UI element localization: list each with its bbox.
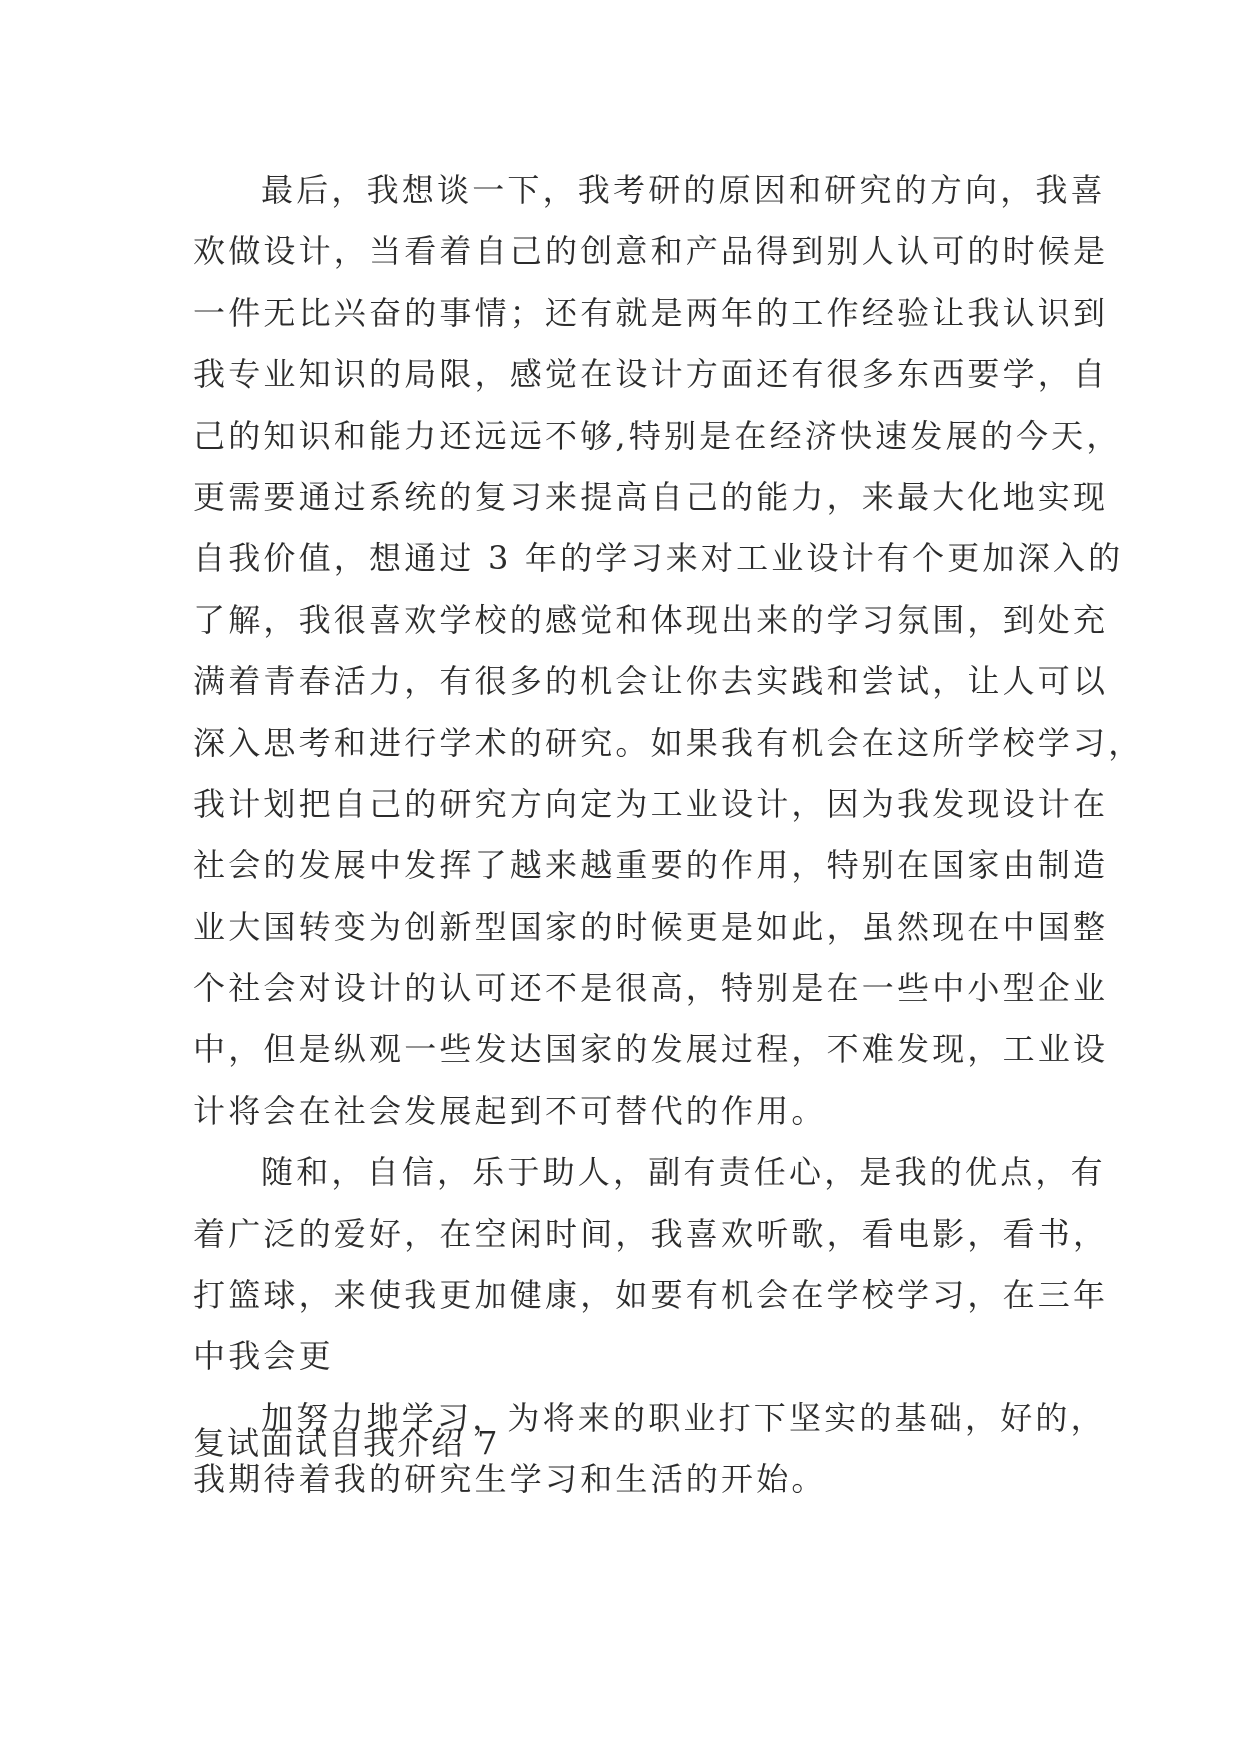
paragraph-line: 我期待着我的研究生学习和生活的开始。 bbox=[193, 1460, 827, 1499]
paragraph-line: 中我会更 bbox=[193, 1337, 334, 1376]
paragraph-line: 最后，我想谈一下，我考研的原因和研究的方向，我喜 bbox=[261, 171, 1106, 209]
paragraph-line: 个社会对设计的认可还不是很高，特别是在一些中小型企业 bbox=[193, 969, 1109, 1008]
paragraph-line: 业大国转变为创新型国家的时候更是如此，虽然现在中国整 bbox=[193, 907, 1109, 946]
paragraph-line: 随和，自信，乐于助人，副有责任心，是我的优点，有 bbox=[261, 1153, 1106, 1192]
paragraph-line: 加努力地学习，为将来的职业打下坚实的基础，好的， bbox=[261, 1398, 1106, 1437]
paragraph-1 bbox=[193, 160, 1144, 1142]
paragraph-line: 一件无比兴奋的事情；还有就是两年的工作经验让我认识到 bbox=[193, 293, 1109, 332]
paragraph-line: 深入思考和进行学术的研究。如果我有机会在这所学校学习， bbox=[193, 723, 1144, 762]
section-heading: 复试面试自我介绍 7 bbox=[193, 1424, 500, 1462]
document-body bbox=[193, 160, 1144, 1511]
paragraph-line: 己的知识和能力还远远不够,特别是在经济快速发展的今天， bbox=[193, 416, 1122, 455]
paragraph-line: 自我价值，想通过 3 年的学习来对工业设计有个更加深入的 bbox=[193, 539, 1124, 578]
paragraph-line: 了解，我很喜欢学校的感觉和体现出来的学习氛围，到处充 bbox=[193, 600, 1109, 639]
paragraph-line: 更需要通过系统的复习来提高自己的能力，来最大化地实现 bbox=[193, 477, 1109, 516]
paragraph-line: 打篮球，来使我更加健康，如要有机会在学校学习，在三年 bbox=[193, 1276, 1109, 1315]
paragraph-2 bbox=[193, 1142, 1109, 1388]
paragraph-line: 社会的发展中发挥了越来越重要的作用，特别在国家由制造 bbox=[193, 846, 1109, 885]
paragraph-line: 欢做设计，当看着自己的创意和产品得到别人认可的时候是 bbox=[193, 232, 1109, 271]
paragraph-line: 满着青春活力，有很多的机会让你去实践和尝试，让人可以 bbox=[193, 662, 1109, 701]
paragraph-line: 计将会在社会发展起到不可替代的作用。 bbox=[193, 1091, 827, 1130]
paragraph-line: 着广泛的爱好，在空闲时间，我喜欢听歌，看电影，看书， bbox=[193, 1214, 1109, 1253]
paragraph-line: 我专业知识的局限，感觉在设计方面还有很多东西要学，自 bbox=[193, 355, 1109, 394]
paragraph-line: 中，但是纵观一些发达国家的发展过程，不难发现，工业设 bbox=[193, 1030, 1109, 1069]
paragraph-line: 我计划把自己的研究方向定为工业设计，因为我发现设计在 bbox=[193, 784, 1109, 823]
